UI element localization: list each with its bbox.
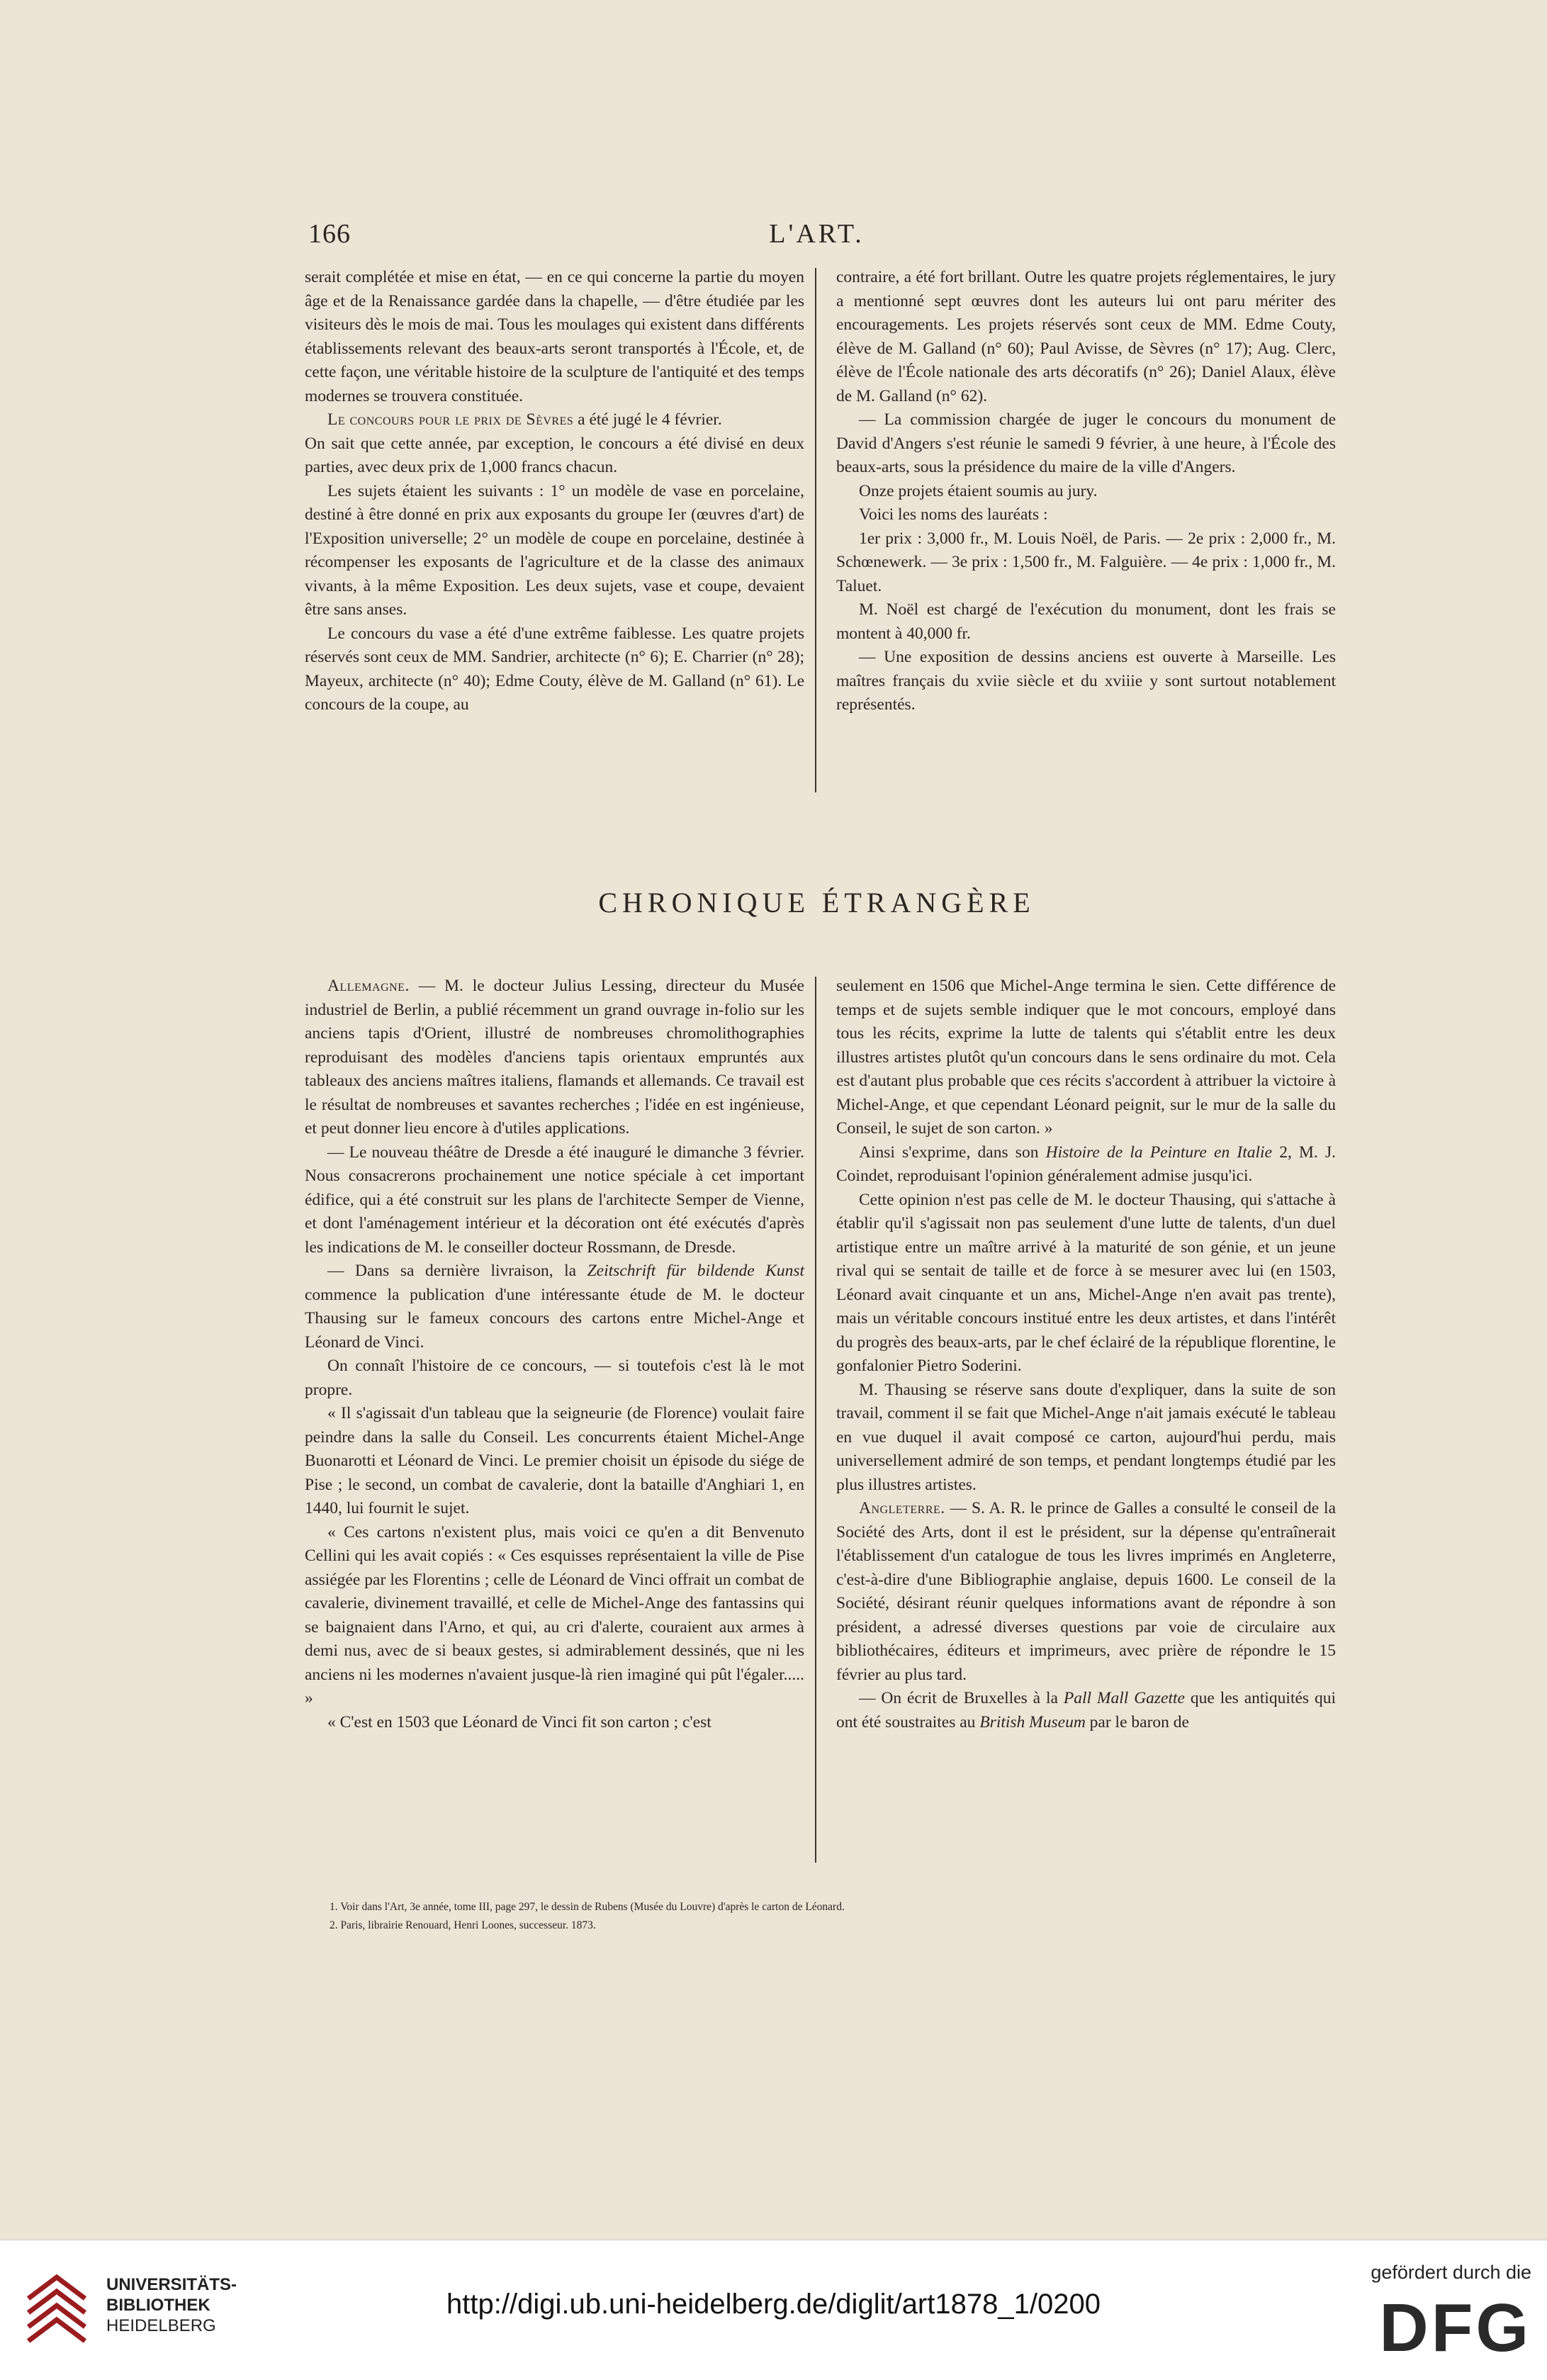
paragraph: — Une exposition de dessins anciens est ouverte à Marseille. Les maîtres français du xviie siècle et du xviiie y sont surtout notablement représentés. xyxy=(836,648,1336,714)
footnote-2: 2. Paris, librairie Renouard, Henri Loones, successeur. 1873. xyxy=(330,1919,596,1931)
running-title: L'ART. xyxy=(769,219,865,249)
top-left-column xyxy=(305,266,804,717)
paragraph: contraire, a été fort brillant. Outre les quatre projets réglementaires, le jury a mentionné sept œuvres dont les auteurs lui ont paru mériter des encouragements. Les projets réservés sont ceux de MM. Edme Couty, élève de M. Galland (n° 60); Paul Avisse, de Sèvres (n° 17); Aug. Clerc, élève de l'École nationale des arts décoratifs (n° 26); Daniel Alaux, élève de M. Galland (n° 62). xyxy=(836,268,1336,405)
paragraph: seulement en 1506 que Michel-Ange termina le sien. Cette différence de temps et de sujets semble indiquer que le mot concours, employé dans tous les récits, exprime la lutte de talents qui s'établit entre les deux illustres artistes plutôt qu'un concours dans le sens ordinaire du mot. Cela est d'autant plus probable que ces récits s'accordent à attribuer la victoire à Michel-Ange, et que cependant Léonard peignit, sur le mur de la salle du Conseil, le sujet de son carton. » xyxy=(836,977,1336,1138)
top-right-column xyxy=(836,266,1336,717)
bottom-left-column xyxy=(305,975,804,1734)
paragraph-coindet: Ainsi s'exprime, dans son Histoire de la Peinture en Italie 2, M. J. Coindet, reproduisant l'opinion généralement admise jusqu'ici. xyxy=(836,1143,1336,1185)
paragraph-zeitschrift: — Dans sa dernière livraison, la Zeitschrift für bildende Kunst commence la publication d'une intéressante étude de M. le docteur Thausing sur le fameux concours des cartons entre Michel-Ange et Léonard de Vinci. xyxy=(305,1262,805,1352)
paragraph: On sait que cette année, par exception, le concours a été divisé en deux parties, avec deux prix de 1,000 francs chacun. xyxy=(305,434,804,476)
paragraph: M. Thausing se réserve sans doute d'expliquer, dans la suite de son travail, comment il se fait que Michel-Ange n'ait jamais exécuté le tableau en vue duquel il avait composé ce carton, aujourd'hui perdu, mais universellement admiré de son temps, et pendant longtemps étudié par les plus illustres artistes. xyxy=(836,1380,1336,1494)
bottom-right-column xyxy=(836,975,1336,1734)
column-rule xyxy=(815,268,816,792)
coindet-title: Histoire de la Peinture en Italie xyxy=(1045,1143,1273,1162)
dfg-logo: DFG xyxy=(1379,2290,1531,2366)
paragraph-pallmall: — On écrit de Bruxelles à la Pall Mall Gazette que les antiquités qui ont été soustraites au British Museum par le baron de xyxy=(836,1689,1336,1731)
zeitschrift-title: Zeitschrift für bildende Kunst xyxy=(587,1262,805,1280)
paragraph: — La commission chargée de juger le concours du monument de David d'Angers s'est réunie le samedi 9 février, à une heure, à l'École des beaux-arts, sous la présidence du maire de la ville d'Angers. xyxy=(836,410,1336,476)
paragraph: « Il s'agissait d'un tableau que la seigneurie (de Florence) voulait faire peindre dans la salle du Conseil. Les concurrents étaient Michel-Ange Buonarotti et Léonard de Vinci. Le premier choisit un épisode du siége de Pise ; le second, un combat de cavalerie, dont la bataille d'Anghiari 1, en 1440, lui fournit le sujet. xyxy=(305,1404,804,1517)
footnote-1: 1. Voir dans l'Art, 3e année, tome III, page 297, le dessin de Rubens (Musée du Louvre) d'après le carton de Léonard. xyxy=(330,1901,845,1913)
paragraph: Voici les noms des lauréats : xyxy=(859,505,1048,524)
paragraph: « Ces cartons n'existent plus, mais voici ce qu'en a dit Benvenuto Cellini qui les avait copiés : « Ces esquisses représentaient la ville de Pise assiégée par les Florentins ; celle de Léonard de Vinci offrait un combat de cavalerie, divinement travaillé, et celle de Michel-Ange des fantassins qui se baignaient dans l'Arno, et qui, au cri d'alerte, couraient aux armes à demi nus, avec de si beaux gestes, si admirablement dessinés, que ni les anciens ni les modernes n'avaient jusque-là rien imaginé qui pût l'égaler..... » xyxy=(305,1522,804,1707)
pallmall-title: Pall Mall Gazette xyxy=(1063,1689,1185,1707)
paragraph: serait complétée et mise en état, — en ce qui concerne la partie du moyen âge et de la Renaissance gardée dans la chapelle, — d'être étudiée par les visiteurs dès le mois de mai. Tous les moulages qui existent dans différents établissements relevant des beaux-arts seront transportés à l'École, et, de cette façon, une véritable histoire de la sculpture de l'antiquité et des temps modernes se trouvera constituée. xyxy=(305,268,804,405)
library-name: UNIVERSITÄTS- BIBLIOTHEK HEIDELBERG xyxy=(106,2275,237,2335)
sevres-heading: Le concours pour le prix de Sèvres xyxy=(327,410,574,429)
paragraph: M. Noël est chargé de l'exécution du monument, dont les frais se montent à 40,000 fr. xyxy=(836,600,1336,643)
paragraph: Le concours du vase a été d'une extrême faiblesse. Les quatre projets réservés sont ceux de MM. Sandrier, architecte (n° 6); E. Charrier (n° 28); Mayeux, architecte (n° 40); Edme Couty, élève de M. Galland (n° 61). Le concours de la coupe, au xyxy=(305,624,804,714)
footnotes xyxy=(330,1898,1286,1935)
paragraph: 1er prix : 3,000 fr., M. Louis Noël, de Paris. — 2e prix : 2,000 fr., M. Schœnewerk. — 3e prix : 1,500 fr., M. Falguière. — 4e prix : 1,000 fr., M. Taluet. xyxy=(836,529,1336,595)
british-museum-title: British Museum xyxy=(979,1712,1086,1731)
paragraph-sevres: Le concours pour le prix de Sèvres a été jugé le 4 février. xyxy=(327,410,722,429)
paragraph: « C'est en 1503 que Léonard de Vinci fit son carton ; c'est xyxy=(327,1712,711,1731)
digitization-footer xyxy=(0,2240,1547,2380)
funding-caption: gefördert durch die xyxy=(1371,2262,1531,2283)
column-rule xyxy=(815,977,816,1863)
angleterre-heading: Angleterre. xyxy=(859,1499,945,1517)
paragraph-angleterre: Angleterre. — S. A. R. le prince de Galles a consulté le conseil de la Société des Arts, dont il est le président, sur la dépense qu'entraînerait l'établissement d'un catalogue de tous les livres imprimés en Angleterre, c'est-à-dire d'une Bibliographie anglaise, depuis 1600. Le conseil de la Société, désirant réunir quelques informations avant de répondre à son président, a adressé diverses questions par voie de circulaire aux bibliothécaires, éditeurs et imprimeurs, avec prière de répondre le 15 février au plus tard. xyxy=(836,1499,1336,1684)
paragraph: On connaît l'histoire de ce concours, — si toutefois c'est là le mot propre. xyxy=(305,1357,804,1399)
paragraph: Les sujets étaient les suivants : 1° un modèle de vase en porcelaine, destiné à être donné en prix aux exposants du groupe Ier (œuvres d'art) de l'Exposition universelle; 2° un modèle de coupe en porcelaine, destinée à récompenser les exposants de l'agriculture et de la classe des animaux vivants, à la même Exposition. Les deux sujets, vase et coupe, devaient être sans anses. xyxy=(305,481,804,619)
allemagne-heading: Allemagne. xyxy=(327,977,410,995)
page-header xyxy=(301,218,1332,254)
source-url-link[interactable]: http://digi.ub.uni-heidelberg.de/diglit/art1878_1/0200 xyxy=(446,2289,1101,2320)
paragraph: Cette opinion n'est pas celle de M. le docteur Thausing, qui s'attache à établir qu'il s'agissait non pas seulement d'une lutte de talents, d'un duel artistique entre un maître arrivé à la maturité de son génie, et un jeune rival qui se sentait de taille et de force à se mesurer avec lui (en 1503, Léonard avait cinquante et un ans, Michel-Ange n'en avait pas trente), mais un véritable concours institué entre les deux artistes, et dans l'intérêt du progrès des beaux-arts, par le chef éclairé de la république florentine, le gonfalonier Pietro Soderini. xyxy=(836,1190,1336,1375)
page-number: 166 xyxy=(308,219,351,249)
paragraph: Onze projets étaient soumis au jury. xyxy=(859,481,1098,500)
paragraph-allemagne: Allemagne. — M. le docteur Julius Lessing, directeur du Musée industriel de Berlin, a publié récemment un grand ouvrage in-folio sur les anciens tapis d'Orient, illustré de nombreuses chromolithographies reproduisant des modèles d'anciens tapis orientaux empruntés aux tableaux des anciens maîtres italiens, flamands et allemands. Ce travail est le résultat de nombreuses et savantes recherches ; l'idée en est ingénieuse, et peut donner lieu encore à d'utiles applications. xyxy=(305,977,804,1138)
section-title: CHRONIQUE ÉTRANGÈRE xyxy=(598,887,1035,919)
paragraph: — Le nouveau théâtre de Dresde a été inauguré le dimanche 3 février. Nous consacrerons prochainement une notice spéciale à cet important édifice, qui a été construit sur les plans de l'architecte Semper de Vienne, et dont l'aménagement intérieur et la décoration ont été exécutés d'après les indications de M. le conseiller docteur Rossmann, de Dresde. xyxy=(305,1143,804,1257)
